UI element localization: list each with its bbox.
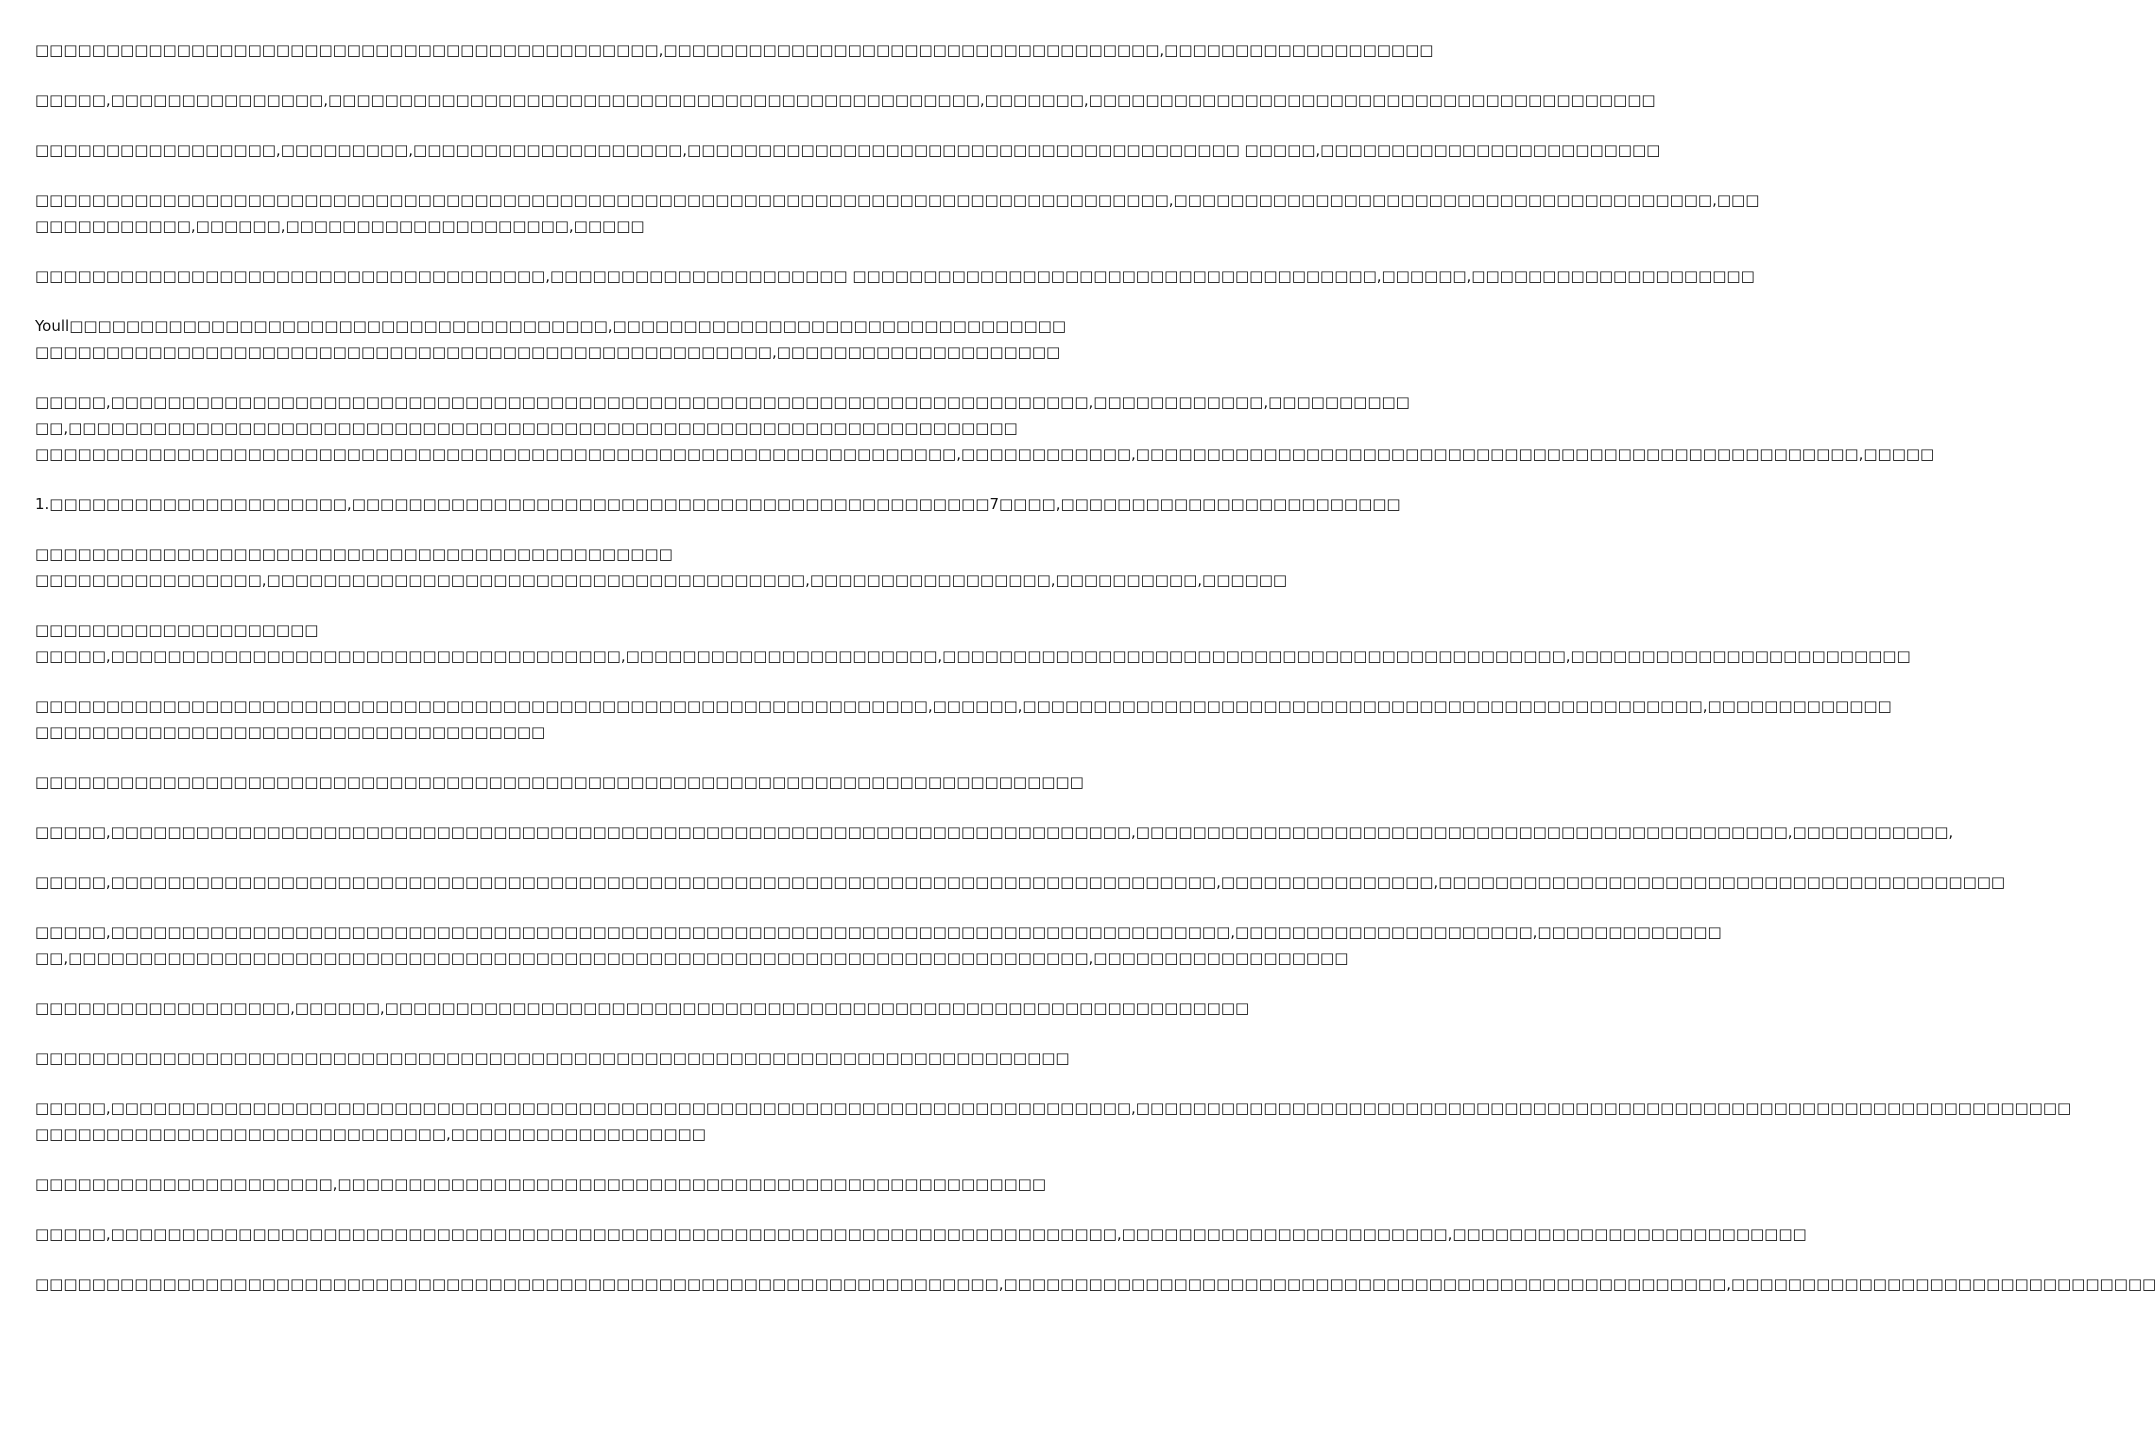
- text-line: □□□□□□□□□□□□□□□□□□□□□□□□□□□□□□□□□□□□□□□□□□□□□□□□□□□□,□□□□□□□□□□□□□□□□□□□□: [35, 343, 1061, 361]
- paragraph: [35, 995, 1250, 1021]
- text-line: □□□□□,□□□□□□□□□□□□□□□□□□□□□□□□□□□□□□□□□□□□,□□□□□□□□□□□□□□□□□□□□□□,□□□□□□□□□□□□□□□□□□□□□□□□□□□□□□□□□□□□□□□□□□□□,□□□□□□□□□□□□□□□□□□□□□□□□: [35, 647, 1911, 665]
- text-line: 1.□□□□□□□□□□□□□□□□□□□□□,□□□□□□□□□□□□□□□□□□□□□□□□□□□□□□□□□□□□□□□□□□□□□7□□□□,□□□□□□□□□□□□□□□□□□□□□□□□: [35, 495, 1401, 513]
- text-line: □□□□□□□□□□□□□□□□□□□□□□□□□□□□□□□□□□□□□□□□□□□□□□□□□□□□□□□□□□□□□□□□□□□□□□□□□□□□□□□□,□□□□□□□□□□□□□□□□□□□□□□□□□□□□□□□□□□□□□□,□□□: [35, 191, 1760, 209]
- text-line: □□□□□,□□□□□□□□□□□□□□□□□□□□□□□□□□□□□□□□□□□□□□□□□□□□□□□□□□□□□□□□□□□□□□□□□□□□□□□□,□□□□□□□□□□□□□□□□□□□□□□□□□□□□□□□□□□□□□□□□□□□□□□,□□□□□□□□□□□,: [35, 823, 1954, 841]
- text-line: □□□□□,□□□□□□□□□□□□□□□□□□□□□□□□□□□□□□□□□□□□□□□□□□□□□□□□□□□□□□□□□□□□□□□□□□□□□,□□□□□□□□□□□□,□□□□□□□□□□: [35, 393, 1410, 411]
- text-line: □□□□□□□□□□□□□□□□□□□□: [35, 621, 319, 639]
- text-line: □□□□□□□□□□□□□□□□□□□□□□□□□□□□□□□□□□□□□□□□□□□□□□□□□□□□□□□□□□□□□□□□□□□□□□□□□: [35, 1049, 1070, 1067]
- text-line: □□□□□,□□□□□□□□□□□□□□□,□□□□□□□□□□□□□□□□□□□□□□□□□□□□□□□□□□□□□□□□□□□□□□,□□□□□□□,□□□□□□□□□□□□□□□□□□□□□□□□□□□□□□□□□□□□□□□□: [35, 91, 1656, 109]
- paragraph: [35, 1045, 1070, 1071]
- paragraph: [35, 919, 1722, 971]
- paragraph: [35, 617, 1911, 669]
- text-line: □□□□□□□□□□□,□□□□□□,□□□□□□□□□□□□□□□□□□□□,□□□□□: [35, 217, 645, 235]
- text-line: □□□□□□□□□□□□□□□□□□□□□□□□□□□□□□□□□□□□□□□□□□□□,□□□□□□□□□□□□□□□□□□□□□□□□□□□□□□□□□□□,□□□□□□□□□□□□□□□□□□□: [35, 41, 1434, 59]
- paragraph: [35, 541, 1288, 593]
- paragraph: [35, 819, 1954, 845]
- text-line: □□□□□□□□□□□□□□□□□□□□□□□□□□□□□□□□□□□□□□□□□□□□□□□□□□□□□□□□□□□□□□□□□□□□□□□□□□: [35, 773, 1084, 791]
- text-line: □□,□□□□□□□□□□□□□□□□□□□□□□□□□□□□□□□□□□□□□□□□□□□□□□□□□□□□□□□□□□□□□□□□□□□□□□□□,□□□□□□□□□□□□□□□□□□: [35, 949, 1349, 967]
- paragraph: [35, 1171, 1047, 1197]
- paragraph: [35, 769, 1084, 795]
- text-line: □□□□□,□□□□□□□□□□□□□□□□□□□□□□□□□□□□□□□□□□□□□□□□□□□□□□□□□□□□□□□□□□□□□□□□□□□□□□□,□□□□□□□□□□□□□□□□□□□□□□□,□□□□□□□□□□□□□□□□□□□□□□□□□: [35, 1225, 1807, 1243]
- text-line: □□□□□□□□□□□□□□□□□□□□□,□□□□□□□□□□□□□□□□□□□□□□□□□□□□□□□□□□□□□□□□□□□□□□□□□□: [35, 1175, 1047, 1193]
- paragraph: [35, 187, 1760, 239]
- paragraph: [35, 389, 1935, 467]
- document-body: [35, 37, 2156, 1321]
- text-line: □□□□□□□□□□□□□□□□,□□□□□□□□□□□□□□□□□□□□□□□□□□□□□□□□□□□□□□,□□□□□□□□□□□□□□□□□,□□□□□□□□□□,□□□□□□: [35, 571, 1288, 589]
- paragraph: [35, 137, 1661, 163]
- text-line: □□,□□□□□□□□□□□□□□□□□□□□□□□□□□□□□□□□□□□□□□□□□□□□□□□□□□□□□□□□□□□□□□□□□□□: [35, 419, 1018, 437]
- text-line: □□□□□□□□□□□□□□□□□□,□□□□□□,□□□□□□□□□□□□□□□□□□□□□□□□□□□□□□□□□□□□□□□□□□□□□□□□□□□□□□□□□□□□□: [35, 999, 1250, 1017]
- text-line: □□□□□,□□□□□□□□□□□□□□□□□□□□□□□□□□□□□□□□□□□□□□□□□□□□□□□□□□□□□□□□□□□□□□□□□□□□□□□□□□□□□□,□□□□□□□□□□□□□□□,□□□□□□□□□□□□□□□□□□□□□□□□□□□□□□□□□□□□□□□□: [35, 873, 2006, 891]
- paragraph: [35, 1271, 2156, 1297]
- paragraph: [35, 87, 1656, 113]
- text-line: □□□□□□□□□□□□□□□□□□□□□□□□□□□□□□□□□□□□□□□□□□□□□□□□□□□□□□□□□□□□□□□□□□□□,□□□□□□□□□□□□□□□□□□□□□□□□□□□□□□□□□□□□□□□□□□□□□□□□□□□,□□□□□□□□□□□□□□□□□□□□□□□□□□□□□□: [35, 1275, 2156, 1293]
- text-line: □□□□□□□□□□□□□□□□□□□□□□□□□□□□□□□□□□□□,□□□□□□□□□□□□□□□□□□□□□ □□□□□□□□□□□□□□□□□□□□□□□□□□□□□□□□□□□□□,□□□□□□,□□□□□□□□□□□□□□□□□□□□: [35, 267, 1755, 285]
- paragraph: [35, 693, 1892, 745]
- paragraph: [35, 37, 1434, 63]
- text-line: □□□□□□□□□□□□□□□□□,□□□□□□□□□,□□□□□□□□□□□□□□□□□□□,□□□□□□□□□□□□□□□□□□□□□□□□□□□□□□□□□□□□□□□ □□□□□,□□□□□□□□□□□□□□□□□□□□□□□□: [35, 141, 1661, 159]
- text-line: □□□□□,□□□□□□□□□□□□□□□□□□□□□□□□□□□□□□□□□□□□□□□□□□□□□□□□□□□□□□□□□□□□□□□□□□□□□□□□□□□□□□□,□□□□□□□□□□□□□□□□□□□□□,□□□□□□□□□□□□□: [35, 923, 1722, 941]
- paragraph: [35, 263, 1755, 289]
- text-line: □□□□□□□□□□□□□□□□□□□□□□□□□□□□□□□□□□□□□□□□□□□□□: [35, 545, 673, 563]
- text-line: Youll□□□□□□□□□□□□□□□□□□□□□□□□□□□□□□□□□□□□□□,□□□□□□□□□□□□□□□□□□□□□□□□□□□□□□□□: [35, 317, 1067, 335]
- text-line: □□□□□□□□□□□□□□□□□□□□□□□□□□□□□□□□□□□□□□□□□□□□□□□□□□□□□□□□□□□□□□□,□□□□□□,□□□□□□□□□□□□□□□□□□□□□□□□□□□□□□□□□□□□□□□□□□□□□□□□,□□□□□□□□□□□□□: [35, 697, 1892, 715]
- text-line: □□□□□□□□□□□□□□□□□□□□□□□□□□□□□□□□□□□□: [35, 723, 546, 741]
- paragraph: [35, 313, 1067, 365]
- paragraph: [35, 1095, 2072, 1147]
- paragraph: [35, 1221, 1807, 1247]
- text-line: □□□□□□□□□□□□□□□□□□□□□□□□□□□□□□□□□□□□□□□□□□□□□□□□□□□□□□□□□□□□□□□□□,□□□□□□□□□□□□,□□□□□□□□□□□□□□□□□□□□□□□□□□□□□□□□□□□□□□□□□□□□□□□□□□□,□□□□□: [35, 445, 1935, 463]
- paragraph: [35, 491, 1401, 517]
- text-line: □□□□□,□□□□□□□□□□□□□□□□□□□□□□□□□□□□□□□□□□□□□□□□□□□□□□□□□□□□□□□□□□□□□□□□□□□□□□□□,□□□□□□□□□□□□□□□□□□□□□□□□□□□□□□□□□□□□□□□□□□□□□□□□□□□□□□□□□□□□□□□□□□: [35, 1099, 2072, 1117]
- text-line: □□□□□□□□□□□□□□□□□□□□□□□□□□□□□,□□□□□□□□□□□□□□□□□□: [35, 1125, 706, 1143]
- paragraph: [35, 869, 2006, 895]
